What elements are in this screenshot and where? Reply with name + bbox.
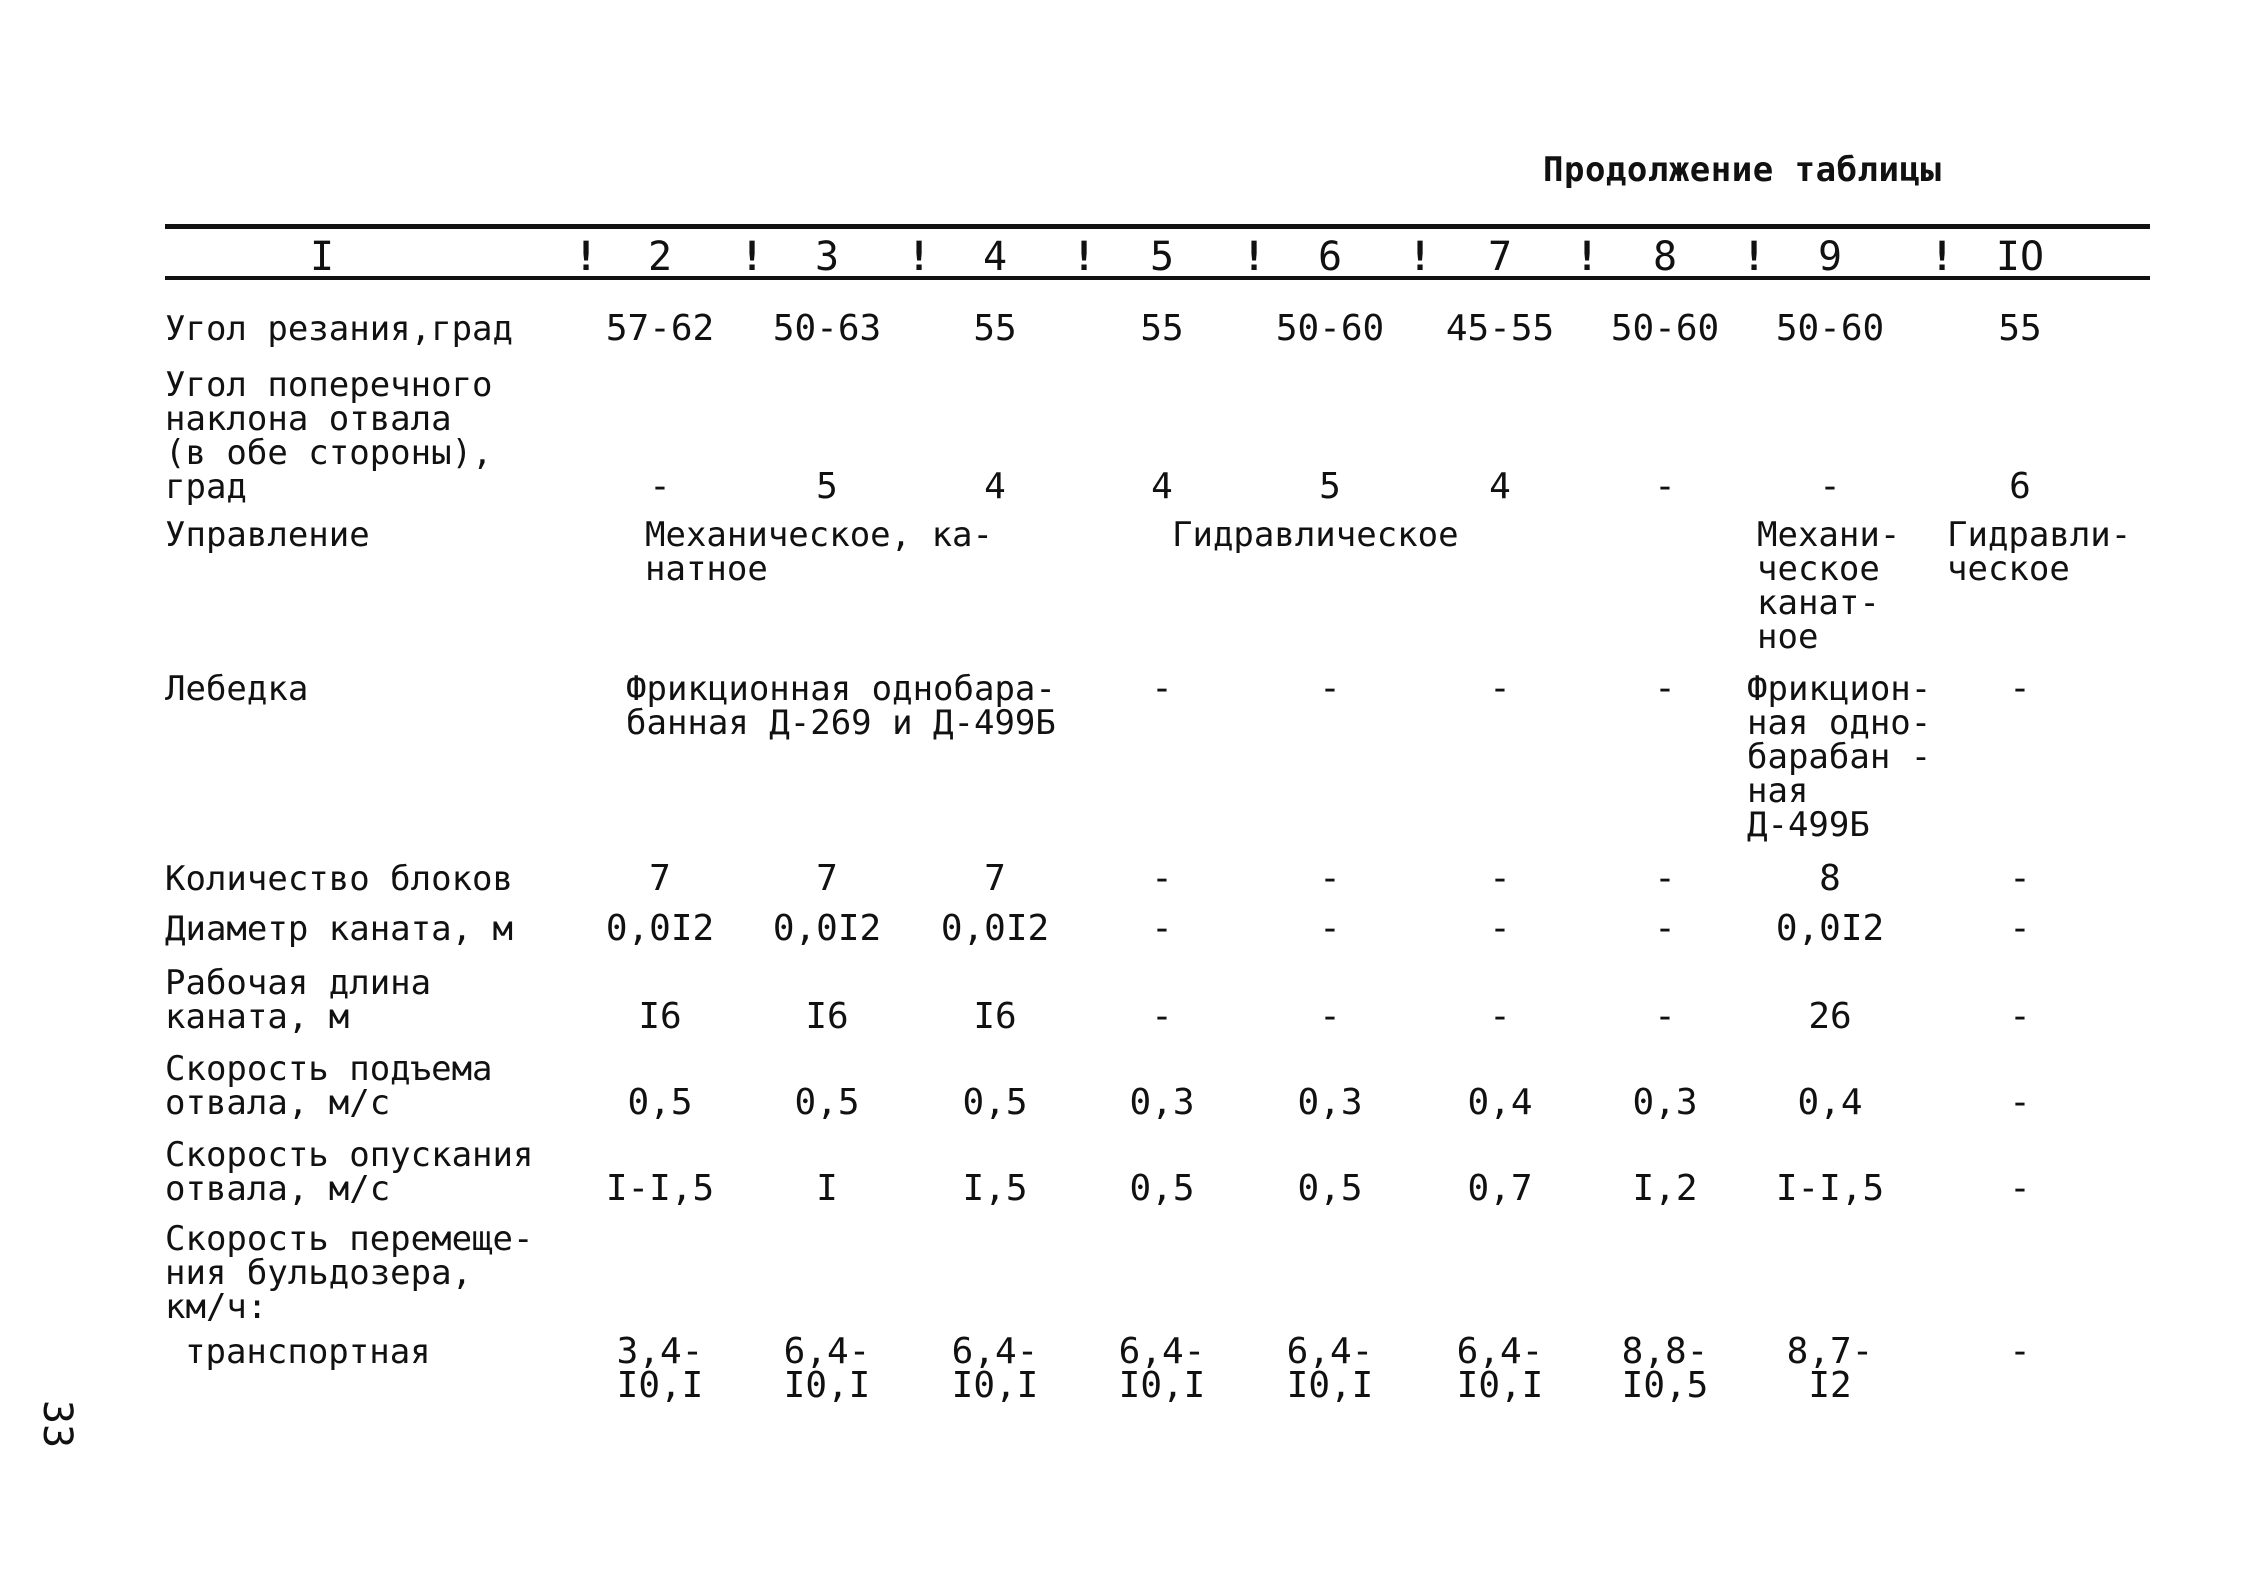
- cell-lower_speed-col5: 0,5: [1129, 1168, 1195, 1209]
- cell-tilt_angle-col5: 4: [1151, 466, 1173, 507]
- row-label-blocks: Количество блоков: [165, 859, 513, 899]
- cell-lift_speed-col8: 0,3: [1632, 1082, 1698, 1123]
- cell-blocks-col8: -: [1654, 858, 1676, 899]
- cell-transport-col9: 8,7- I2: [1786, 1331, 1874, 1406]
- row-label-lower_speed: Скорость опускания отвала, м/с: [165, 1135, 534, 1209]
- header-col-3: 3: [814, 234, 840, 280]
- cell-lower_speed-col10: -: [2009, 1168, 2031, 1209]
- cell-rope_len-col6: -: [1319, 996, 1341, 1037]
- cell-lower_speed-col2: I-I,5: [605, 1168, 715, 1209]
- cell-rope_d-col5: -: [1151, 908, 1173, 949]
- header-col-7: 7: [1487, 234, 1513, 280]
- cell-winch-col8: -: [1654, 668, 1676, 709]
- cell-rope_len-col5: -: [1151, 996, 1173, 1037]
- header-separator: !: [1575, 234, 1600, 280]
- cell-transport-col8: 8,8- I0,5: [1621, 1331, 1709, 1406]
- cell-lift_speed-col10: -: [2009, 1082, 2031, 1123]
- cell-rope_d-col10: -: [2009, 908, 2031, 949]
- cell-transport-col10: -: [2009, 1331, 2031, 1372]
- cell-blocks-col6: -: [1319, 858, 1341, 899]
- header-separator: !: [1072, 234, 1097, 280]
- cell-cut_angle-col2: 57-62: [605, 308, 715, 349]
- cell-transport-col7: 6,4- I0,I: [1456, 1331, 1544, 1406]
- cell-rope_d-col8: -: [1654, 908, 1676, 949]
- winch-friction-span: Фрикционная однобара- банная Д-269 и Д-499Б: [626, 669, 1056, 743]
- cell-tilt_angle-col7: 4: [1489, 466, 1511, 507]
- header-col-2: 2: [647, 234, 673, 280]
- cell-cut_angle-col10: 55: [1998, 308, 2042, 349]
- row-label-lift_speed: Скорость подъема отвала, м/с: [165, 1049, 493, 1123]
- cell-cut_angle-col6: 50-60: [1275, 308, 1385, 349]
- cell-tilt_angle-col6: 5: [1319, 466, 1341, 507]
- cell-cut_angle-col5: 55: [1140, 308, 1184, 349]
- header-separator: !: [907, 234, 932, 280]
- cell-rope_d-col3: 0,0I2: [772, 908, 882, 949]
- header-col-5: 5: [1149, 234, 1175, 280]
- cell-tilt_angle-col9: -: [1819, 466, 1841, 507]
- control-mechanical-col9: Механи- ческое канат- ное: [1757, 515, 1901, 657]
- cell-rope_d-col9: 0,0I2: [1775, 908, 1885, 949]
- cell-rope_d-col7: -: [1489, 908, 1511, 949]
- cell-rope_len-col8: -: [1654, 996, 1676, 1037]
- cell-tilt_angle-col3: 5: [816, 466, 838, 507]
- header-col-10: IO: [1995, 234, 2045, 280]
- row-label-cut_angle: Угол резания,град: [165, 309, 513, 349]
- winch-friction-col9: Фрикцион- ная одно- барабан - ная Д-499Б: [1747, 669, 1932, 845]
- cell-cut_angle-col8: 50-60: [1610, 308, 1720, 349]
- cell-rope_len-col10: -: [2009, 996, 2031, 1037]
- cell-rope_len-col2: I6: [638, 996, 682, 1037]
- cell-winch-col10: -: [2009, 668, 2031, 709]
- cell-transport-col6: 6,4- I0,I: [1286, 1331, 1374, 1406]
- control-hydraulic-span: Гидравлическое: [1172, 515, 1459, 555]
- cell-winch-col7: -: [1489, 668, 1511, 709]
- cell-blocks-col7: -: [1489, 858, 1511, 899]
- cell-rope_len-col3: I6: [805, 996, 849, 1037]
- cell-rope_len-col4: I6: [973, 996, 1017, 1037]
- cell-rope_len-col9: 26: [1808, 996, 1852, 1037]
- header-col-6: 6: [1317, 234, 1343, 280]
- row-label-move_speed: Скорость перемеще- ния бульдозера, км/ч:: [165, 1219, 534, 1327]
- cell-blocks-col2: 7: [649, 858, 671, 899]
- header-col-4: 4: [982, 234, 1008, 280]
- page-number: 33: [34, 1400, 80, 1449]
- cell-winch-col6: -: [1319, 668, 1341, 709]
- header-col-9: 9: [1817, 234, 1843, 280]
- row-label-control: Управление: [165, 515, 370, 555]
- cell-lower_speed-col4: I,5: [962, 1168, 1028, 1209]
- cell-blocks-col9: 8: [1819, 858, 1841, 899]
- row-label-rope_len: Рабочая длина каната, м: [165, 963, 432, 1037]
- header-col-8: 8: [1652, 234, 1678, 280]
- cell-rope_d-col4: 0,0I2: [940, 908, 1050, 949]
- table-caption: Продолжение таблицы: [1543, 150, 1942, 190]
- cell-tilt_angle-col8: -: [1654, 466, 1676, 507]
- cell-rope_len-col7: -: [1489, 996, 1511, 1037]
- row-label-rope_d: Диаметр каната, м: [165, 909, 513, 949]
- cell-blocks-col10: -: [2009, 858, 2031, 899]
- top-rule: [165, 224, 2150, 229]
- cell-lower_speed-col7: 0,7: [1467, 1168, 1533, 1209]
- cell-lower_speed-col3: I: [816, 1168, 838, 1209]
- cell-blocks-col4: 7: [984, 858, 1006, 899]
- control-hydraulic-col10: Гидравли- ческое: [1947, 515, 2132, 589]
- cell-lower_speed-col8: I,2: [1632, 1168, 1698, 1209]
- cell-lift_speed-col6: 0,3: [1297, 1082, 1363, 1123]
- header-separator: !: [1930, 234, 1955, 280]
- cell-transport-col4: 6,4- I0,I: [951, 1331, 1039, 1406]
- cell-cut_angle-col4: 55: [973, 308, 1017, 349]
- control-mechanical-span: Механическое, ка- натное: [645, 515, 993, 589]
- cell-lift_speed-col2: 0,5: [627, 1082, 693, 1123]
- cell-transport-col3: 6,4- I0,I: [783, 1331, 871, 1406]
- cell-rope_d-col2: 0,0I2: [605, 908, 715, 949]
- row-label-winch: Лебедка: [165, 669, 309, 709]
- header-separator: !: [1408, 234, 1433, 280]
- cell-lift_speed-col5: 0,3: [1129, 1082, 1195, 1123]
- cell-cut_angle-col7: 45-55: [1445, 308, 1555, 349]
- cell-lift_speed-col4: 0,5: [962, 1082, 1028, 1123]
- cell-cut_angle-col3: 50-63: [772, 308, 882, 349]
- cell-tilt_angle-col4: 4: [984, 466, 1006, 507]
- header-col-1: I: [309, 234, 335, 280]
- cell-blocks-col5: -: [1151, 858, 1173, 899]
- row-label-transport: транспортная: [185, 1332, 431, 1372]
- cell-tilt_angle-col2: -: [649, 466, 671, 507]
- header-separator: !: [574, 234, 599, 280]
- header-separator: !: [1742, 234, 1767, 280]
- cell-transport-col5: 6,4- I0,I: [1118, 1331, 1206, 1406]
- row-label-tilt_angle: Угол поперечного наклона отвала (в обе стороны), град: [165, 365, 493, 507]
- cell-lift_speed-col9: 0,4: [1797, 1082, 1863, 1123]
- header-separator: !: [740, 234, 765, 280]
- cell-lift_speed-col7: 0,4: [1467, 1082, 1533, 1123]
- header-separator: !: [1242, 234, 1267, 280]
- cell-tilt_angle-col10: 6: [2009, 466, 2031, 507]
- cell-lift_speed-col3: 0,5: [794, 1082, 860, 1123]
- cell-blocks-col3: 7: [816, 858, 838, 899]
- cell-rope_d-col6: -: [1319, 908, 1341, 949]
- cell-winch-col5: -: [1151, 668, 1173, 709]
- cell-lower_speed-col9: I-I,5: [1775, 1168, 1885, 1209]
- cell-lower_speed-col6: 0,5: [1297, 1168, 1363, 1209]
- cell-transport-col2: 3,4- I0,I: [616, 1331, 704, 1406]
- cell-cut_angle-col9: 50-60: [1775, 308, 1885, 349]
